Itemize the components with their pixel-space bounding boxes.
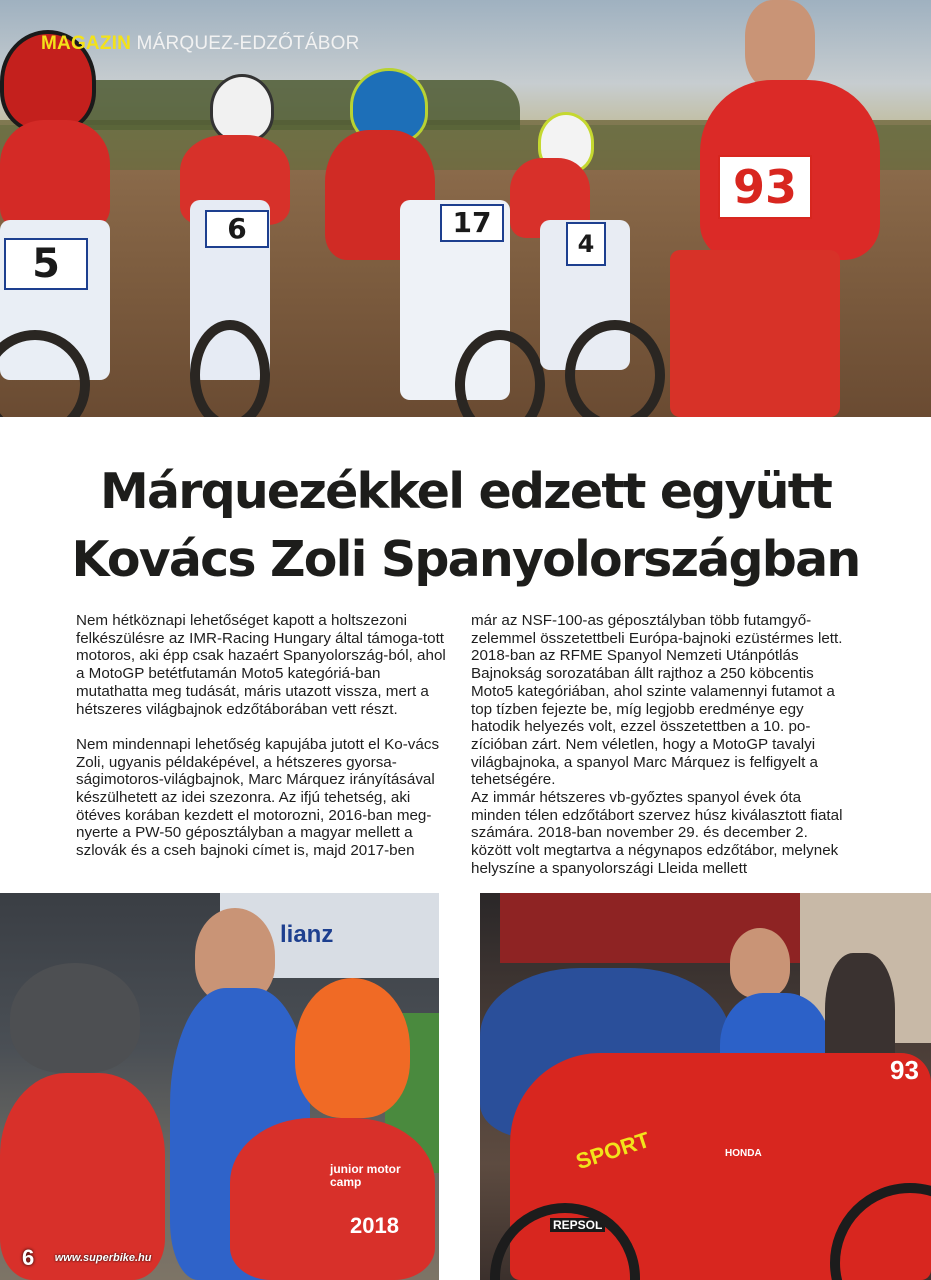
headline-line-1: Márquezékkel edzett együtt bbox=[99, 463, 832, 520]
article-column-2 bbox=[471, 612, 849, 878]
marquez-head bbox=[745, 0, 815, 90]
honda-motorbike bbox=[510, 1053, 931, 1280]
photo-marquez-with-kids bbox=[0, 893, 439, 1280]
paragraph: már az NSF-100-as géposztályban több futamgyő-zelemmel összetettbeli Európa-bajnoki ezüstérmes lett. 2018-ban az RFME Spanyol Nemzeti Utánpótlás Bajnokság sorozatában állt rajthoz a 250 köbcentis Moto5 kategóriában, ahol szinte valamennyi futamot a top tízben fejezte be, míg legjobb eredménye egy hatodik helyezés volt, ezzel összetettben a 10. po-zícióban zárt. Nem véletlen, hogy a MotoGP tavalyi világbajnoka, a spanyol Marc Márquez is felfigyelt a tehetségére. bbox=[471, 612, 843, 789]
paragraph: Nem hétköznapi lehetőséget kapott a holtszezoni felkészülésre az IMR-Racing Hungary által támoga-tott motoros, aki épp csak hazaért Spanyolország-ból, ahol a MotoGP betétfutamán Moto5 kategóriá-ban mutathatta meg tudását, máris utazott vissza, mert a hétszeres világbajnok edzőtáborában vett részt. bbox=[76, 612, 446, 718]
marquez-pants bbox=[670, 250, 840, 417]
headline-line-2: Kovács Zoli Spanyolországban bbox=[71, 531, 860, 588]
section-title: MÁRQUEZ-EDZŐTÁBOR bbox=[136, 33, 360, 54]
rider-helmet bbox=[210, 74, 274, 142]
marquez-head bbox=[730, 928, 790, 998]
number-plate: 17 bbox=[440, 204, 504, 242]
bike-number: 93 bbox=[890, 1055, 919, 1085]
bike-text-honda: HONDA bbox=[725, 1148, 762, 1159]
jersey-number: 93 bbox=[718, 155, 812, 219]
wheel bbox=[490, 1203, 640, 1280]
article-column-1 bbox=[76, 612, 453, 860]
photo-museum-honda bbox=[480, 893, 931, 1280]
rider bbox=[0, 120, 110, 230]
banner-text: lianz bbox=[280, 921, 334, 948]
section-header bbox=[41, 33, 360, 55]
tree-line bbox=[60, 80, 520, 130]
bike-text-sport: SPORT bbox=[572, 1126, 653, 1175]
kid-helmet-orange bbox=[295, 978, 410, 1118]
jersey-year: 2018 bbox=[350, 1213, 399, 1238]
section-tag: MAGAZIN bbox=[41, 33, 132, 54]
page-footer bbox=[22, 1245, 151, 1271]
number-plate: 4 bbox=[566, 222, 606, 266]
jersey-text: junior motor camp bbox=[330, 1162, 401, 1189]
paragraph: Nem mindennapi lehetőség kapujába jutott el Ko-vács Zoli, ugyanis példaképével, a hétszeres gyorsa-ságimotoros-világbajnok, Marc Márquez irányításával készülhetett az idei szezonra. Az ifjú tehetség, aki ötéves korában kezdett el motorozni, 2016-ban meg-nyerte a PW-50 géposztályban a magyar mellett a szlovák és a cseh bajnoki címet is, majd 2017-ben bbox=[76, 735, 440, 860]
article-headline bbox=[0, 458, 931, 594]
kid-jersey-back bbox=[230, 1118, 435, 1280]
footer-url[interactable]: www.superbike.hu bbox=[54, 1252, 152, 1264]
bike-text-repsol: REPSOL bbox=[550, 1218, 605, 1232]
hero-photo bbox=[0, 0, 931, 417]
wheel bbox=[830, 1183, 931, 1280]
paragraph: Az immár hétszeres vb-győztes spanyol évek óta minden télen edzőtábort szervez húsz kiválasztott fiatal számára. 2018-ban november 29. és december 2. között volt megtartva a négynapos edzőtábor, melynek helyszíne a spanyolországi Lleida mellett bbox=[471, 789, 843, 877]
number-plate: 5 bbox=[4, 238, 88, 290]
number-plate: 6 bbox=[205, 210, 269, 248]
kid-helmet bbox=[10, 963, 140, 1073]
page-number: 6 bbox=[22, 1245, 35, 1270]
